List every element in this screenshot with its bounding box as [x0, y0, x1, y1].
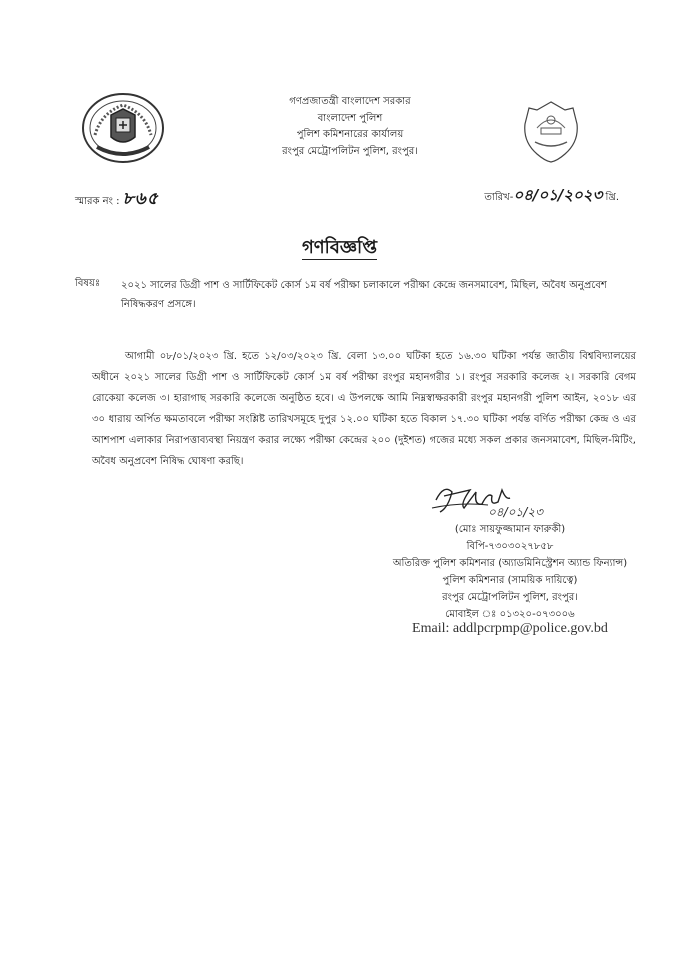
office-header [230, 94, 470, 160]
memo-label: স্মারক নং : [75, 196, 120, 207]
date-label: তারিখ- [484, 192, 514, 203]
date-suffix: খ্রি. [605, 192, 619, 203]
subject-label: বিষয়ঃ [75, 278, 101, 289]
header-police: বাংলাদেশ পুলিশ [317, 112, 383, 124]
notice-paragraph: আগামী ০৮/০১/২০২৩ খ্রি. হতে ১২/০৩/২০২৩ খ্রি. বেলা ১৩.০০ ঘটিকা হতে ১৬.৩০ ঘটিকা পর্যন্ত জাতীয় বিশ্ববিদ্যালয়ের অধীনে ২০২১ সালের ডিগ্রী পাশ ও সার্টিফিকেট কোর্স ১ম বর্ষ পরীক্ষা রংপুর মহানগরীর ১। রংপুর সরকারি কলেজ ২। সরকারি বেগম রোকেয়া কলেজ ৩। হারাগাছ সরকারি কলেজে অনুষ্ঠিত হবে। এ উপলক্ষে আমি নিম্নস্বাক্ষরকারী রংপুর মহানগরী পুলিশ আইন, ২০১৮ এর ৩০ ধারায় অর্পিত ক্ষমতাবলে পরীক্ষা সংশ্লিষ্ট তারিখসমূহে দুপুর ১২.০০ ঘটিকা হতে বিকাল ১৭.৩০ ঘটিকা পর্যন্ত বর্ণিত পরীক্ষা কেন্দ্র ও এর আশপাশ এলাকার নিরাপত্তাব্যবস্থা নিয়ন্ত্রণ করার লক্ষ্যে পরীক্ষা কেন্দ্রের ২০০ (দুইশত) গজের মধ্যে সকল প্রকার জনসমাবেশ, মিছিল-মিটিং, অবৈধ অনুপ্রবেশ নিষিদ্ধ ঘোষণা করছি। [92, 351, 636, 467]
svg-text:০৪/০১/২৩: ০৪/০১/২৩ [488, 505, 543, 519]
page-title: গণবিজ্ঞপ্তি [301, 237, 378, 258]
signatory-email: Email: addlpcrpmp@police.gov.bd [412, 621, 608, 636]
signatory-unit: রংপুর মেট্রোপলিটন পুলিশ, রংপুর। [442, 592, 578, 603]
notice-body [92, 346, 636, 472]
signatory-designation: অতিরিক্ত পুলিশ কমিশনার (অ্যাডমিনিস্ট্রেশন অ্যান্ড ফিন্যান্স) [392, 558, 628, 569]
signatory-additional-charge: পুলিশ কমিশনার (সাময়িক দায়িত্বে) [442, 575, 578, 586]
header-government: গণপ্রজাতন্ত্রী বাংলাদেশ সরকার [289, 96, 411, 107]
header-office: পুলিশ কমিশনারের কার্যালয় [296, 129, 404, 140]
memo-number [75, 186, 159, 214]
signatory-bp-number: বিপি-৭৩০৩০২৭৮৫৮ [466, 541, 554, 552]
date-value: ০৪/০১/২০২৩ [513, 186, 603, 204]
signatory-mobile: মোবাইল ঃ ০১৩২০-০৭৩০০৬ [445, 609, 575, 620]
signatory-name: (মোঃ সায়ফুজ্জামান ফারুকী) [454, 524, 566, 535]
header-unit: রংপুর মেট্রোপলিটন পুলিশ, রংপুর। [282, 145, 418, 157]
handwritten-signature [430, 478, 550, 522]
issue-date [484, 184, 619, 209]
subject-text: ২০২১ সালের ডিগ্রী পাশ ও সার্টিফিকেট কোর্স ১ম বর্ষ পরীক্ষা চলাকালে পরীক্ষা কেন্দ্রে জনসমাবেশ, মিছিল, অবৈধ অনুপ্রবেশ নিষিদ্ধকরণ প্রসঙ্গে। [121, 280, 607, 310]
memo-value: ৮৬৫ [122, 189, 159, 209]
rpmp-crest-icon [515, 98, 588, 164]
police-seal-icon [79, 91, 167, 165]
